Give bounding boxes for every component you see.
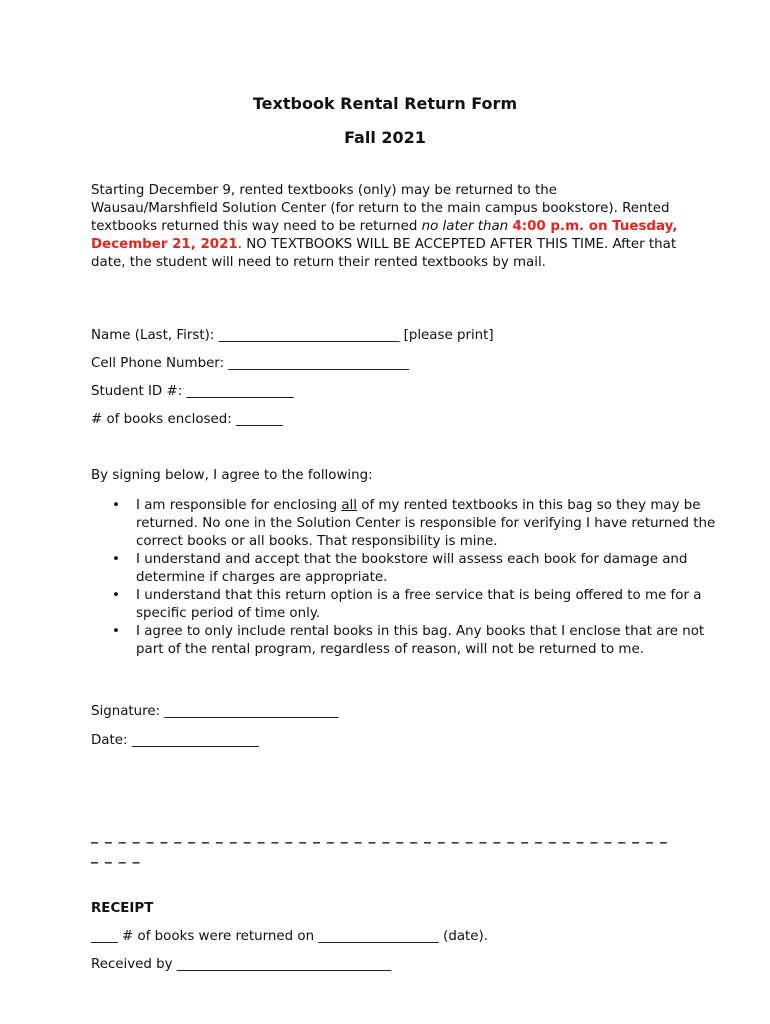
agreement-intro: By signing below, I agree to the following:	[91, 468, 373, 483]
agreement-item3-text: I understand that this return option is a free service that is being offered to me for a specific period of time only.	[136, 588, 702, 621]
cut-line-divider: _ _ _ _ _ _ _ _ _ _ _ _ _ _ _ _ _ _ _ _ _ _ _ _ _ _ _ _ _ _ _ _ _ _ _ _ _ _ _ _ _ _ _ _ _ _	[91, 828, 668, 864]
date-field: Date: ___________________	[91, 733, 259, 748]
receipt-books-returned-field: ____ # of books were returned on __________________ (date).	[91, 929, 488, 944]
receipt-heading: RECEIPT	[91, 901, 154, 916]
return-deadline: 4:00 p.m. on Tuesday, December 21, 2021	[91, 219, 678, 252]
cell-phone-field: Cell Phone Number: ___________________________	[91, 356, 410, 371]
bullet-icon: •	[112, 588, 120, 603]
bullet-icon: •	[112, 552, 120, 567]
intro-italic-phrase: no later than	[421, 219, 509, 234]
bullet-icon: •	[112, 624, 120, 639]
form-title: Textbook Rental Return Form	[252, 94, 518, 113]
agreement-item	[112, 497, 726, 551]
agreement-item	[112, 587, 726, 623]
agreement-item1-underlined: all	[341, 498, 357, 513]
agreement-list	[91, 497, 726, 659]
bullet-icon: •	[112, 498, 120, 513]
signature-field: Signature: __________________________	[91, 704, 339, 719]
form-term: Fall 2021	[344, 128, 426, 147]
books-enclosed-field: # of books enclosed: _______	[91, 412, 283, 427]
intro-text-part2: . NO TEXTBOOKS WILL BE ACCEPTED AFTER THIS TIME. After that date, the student will need to return their rented textbooks by mail.	[91, 237, 677, 270]
student-id-field: Student ID #: ________________	[91, 384, 294, 399]
agreement-item	[112, 551, 726, 587]
agreement-item2-text: I understand and accept that the bookstore will assess each book for damage and determine if charges are appropriate.	[136, 552, 688, 585]
agreement-item4-text: I agree to only include rental books in this bag. Any books that I enclose that are not part of the rental program, regardless of reason, will not be returned to me.	[136, 624, 705, 657]
receipt-received-by-field: Received by ________________________________	[91, 957, 392, 972]
name-field: Name (Last, First): ___________________________ [please print]	[91, 328, 494, 343]
agreement-item1-text-rest: of my rented textbooks in this bag so they may be returned. No one in the Solution Center is responsible for verifying I have returned the correct books or all books. That responsibility is mine.	[136, 498, 716, 549]
intro-paragraph	[91, 182, 686, 272]
agreement-item1-text: I am responsible for enclosing	[136, 498, 342, 513]
agreement-item	[112, 623, 726, 659]
intro-text-part1: Starting December 9, rented textbooks (only) may be returned to the Wausau/Marshfield Solution Center (for return to the main campus bookstore). Rented textbooks returned this way need to be returned	[91, 183, 670, 234]
